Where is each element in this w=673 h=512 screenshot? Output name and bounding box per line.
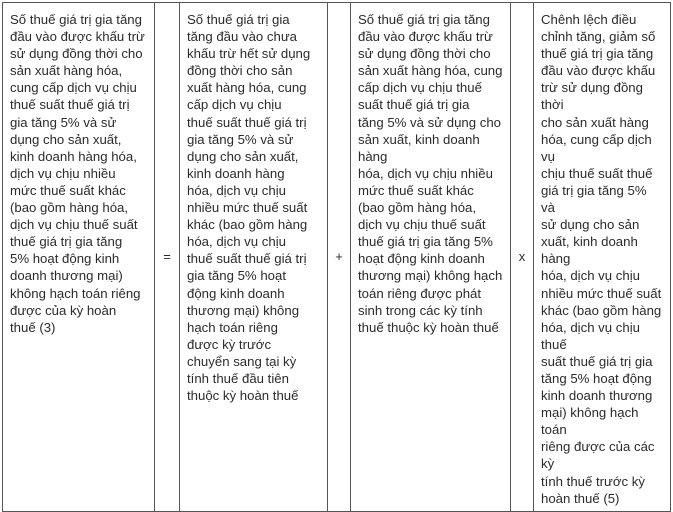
plus-operator: + <box>328 3 351 512</box>
term-vat-carried-forward: Số thuế giá trị gia tăng đầu vào chưa khấu trừ hết sử dụng đồng thời cho sản xuất hàng hóa, cung cấp dịch vụ chịu thuế suất thuế giá trị gia tăng 5% và sử dụng cho sản xuất, kinh doanh hàng hóa, dịch vụ chịu nhiều mức thuế suất khác (bao gồm hàng hóa, dịch vụ chịu thuế suất thuế giá trị gia tăng 5% hoạt động kinh doanh thương mại) không hạch toán riêng được kỳ trước chuyển sang tại kỳ tính thuế đầu tiên thuộc kỳ hoàn thuế <box>180 3 328 512</box>
formula-row <box>3 3 671 512</box>
term-vat-adjustment-difference: Chênh lệch điều chỉnh tăng, giảm số thuế giá trị gia tăng đầu vào được khấu trừ sử dụng đồng thời cho sản xuất hàng hóa, cung cấp dịch vụ chịu thuế suất thuế giá trị gia tăng 5% và sử dụng cho sản xuất, kinh doanh hàng hóa, dịch vụ chịu nhiều mức thuế suất khác (bao gồm hàng hóa, dịch vụ chịu thuế suất thuế giá trị gia tăng 5% hoạt động kinh doanh thương mại) không hạch toán riêng được của các kỳ tính thuế trước kỳ hoàn thuế (5) <box>534 3 671 512</box>
term-vat-deductible-unaccounted: Số thuế giá trị gia tăng đầu vào được khấu trừ sử dụng đồng thời cho sản xuất hàng hóa, cung cấp dịch vụ chịu thuế suất thuế giá trị gia tăng 5% và sử dụng cho sản xuất, kinh doanh hàng hóa, dịch vụ chịu nhiều mức thuế suất khác (bao gồm hàng hóa, dịch vụ chịu thuế suất thuế giá trị gia tăng 5% hoạt động kinh doanh thương mại) không hạch toán riêng được của kỳ hoàn thuế (3) <box>3 3 155 512</box>
term-vat-arising-in-period: Số thuế giá trị gia tăng đầu vào được khấu trừ sử dụng đồng thời cho sản xuất hàng hóa, cung cấp dịch vụ chịu thuế suất thuế giá trị gia tăng 5% và sử dụng cho sản xuất, kinh doanh hàng hóa, dịch vụ chịu nhiều mức thuế suất khác (bao gồm hàng hóa, dịch vụ chịu thuế suất thuế giá trị gia tăng 5% hoạt động kinh doanh thương mại) không hạch toán riêng được phát sinh trong các kỳ tính thuế thuộc kỳ hoàn thuế <box>351 3 511 512</box>
multiply-operator: x <box>511 3 534 512</box>
formula-table <box>2 2 671 512</box>
equals-operator: = <box>155 3 180 512</box>
